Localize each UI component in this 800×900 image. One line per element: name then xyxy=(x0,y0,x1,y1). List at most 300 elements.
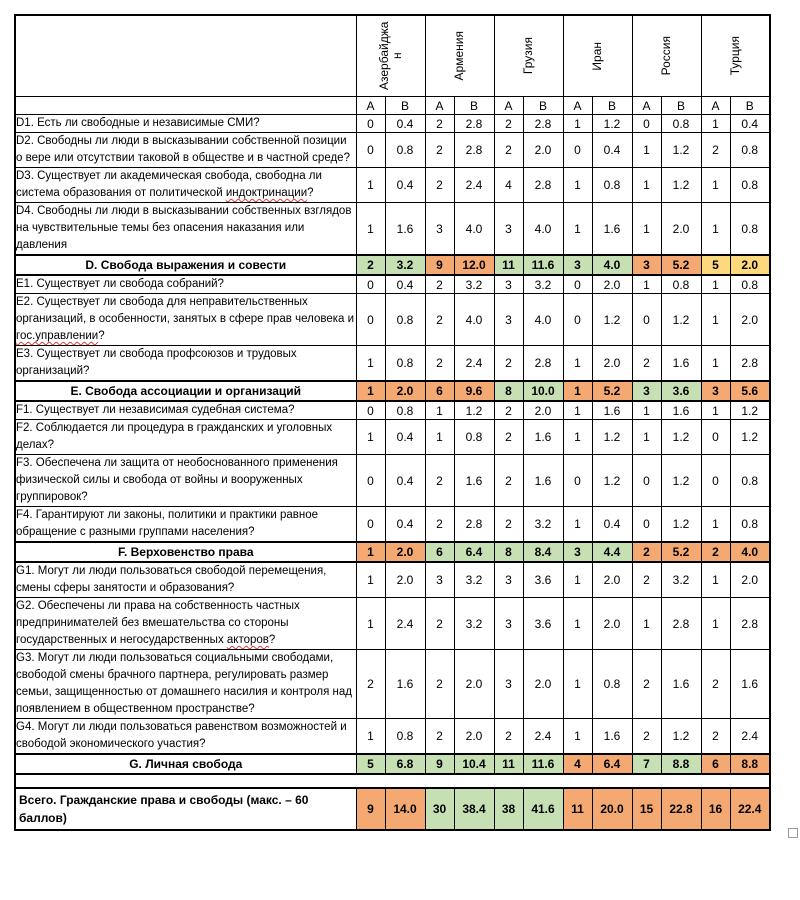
score-cell-F-b-4: 5.2 xyxy=(661,542,701,562)
score-cell-E3-b-5: 2.8 xyxy=(730,346,770,382)
score-cell-G-a-1: 9 xyxy=(425,754,454,774)
score-cell-E3-a-4: 2 xyxy=(632,346,661,382)
score-cell-G1-a-5: 1 xyxy=(701,562,730,598)
score-cell-F4-b-4: 1.2 xyxy=(661,507,701,543)
country-label: Россия xyxy=(659,36,673,76)
score-cell-total-b-0: 14.0 xyxy=(385,788,425,830)
score-cell-F4-a-4: 0 xyxy=(632,507,661,543)
score-cell-F3-a-1: 2 xyxy=(425,455,454,507)
score-cell-G3-b-3: 0.8 xyxy=(592,650,632,719)
score-cell-D4-b-2: 4.0 xyxy=(523,203,563,256)
score-cell-D3-b-5: 0.8 xyxy=(730,168,770,203)
score-cell-G1-b-2: 3.6 xyxy=(523,562,563,598)
spacer-cell xyxy=(15,774,770,788)
score-cell-F4-a-5: 1 xyxy=(701,507,730,543)
score-cell-total-b-2: 41.6 xyxy=(523,788,563,830)
score-cell-E1-b-2: 3.2 xyxy=(523,275,563,294)
score-cell-E3-a-5: 1 xyxy=(701,346,730,382)
table-row-G2 xyxy=(15,598,770,650)
score-cell-E2-a-4: 0 xyxy=(632,294,661,346)
score-cell-G3-b-4: 1.6 xyxy=(661,650,701,719)
total-label-total: Всего. Гражданские права и свободы (макс. – 60 баллов) xyxy=(15,788,356,830)
score-cell-D1-b-5: 0.4 xyxy=(730,115,770,133)
table-row-F3 xyxy=(15,455,770,507)
score-cell-G-a-5: 6 xyxy=(701,754,730,774)
score-cell-G3-a-3: 1 xyxy=(563,650,592,719)
subheader-a: А xyxy=(563,97,592,115)
score-cell-F1-b-2: 2.0 xyxy=(523,401,563,420)
misspelled-word: индоктринации xyxy=(225,187,308,199)
table-row-E3 xyxy=(15,346,770,382)
score-cell-E1-a-5: 1 xyxy=(701,275,730,294)
subheader-b: В xyxy=(661,97,701,115)
score-cell-E-b-1: 9.6 xyxy=(454,381,494,401)
score-cell-G3-a-1: 2 xyxy=(425,650,454,719)
score-cell-E-b-0: 2.0 xyxy=(385,381,425,401)
score-cell-D3-a-2: 4 xyxy=(494,168,523,203)
subheader-b: В xyxy=(523,97,563,115)
score-cell-G1-a-0: 1 xyxy=(356,562,385,598)
score-cell-E1-a-3: 0 xyxy=(563,275,592,294)
score-cell-D4-a-2: 3 xyxy=(494,203,523,256)
score-cell-G-a-2: 11 xyxy=(494,754,523,774)
score-cell-D2-a-4: 1 xyxy=(632,133,661,168)
score-cell-D1-b-2: 2.8 xyxy=(523,115,563,133)
score-cell-D4-b-5: 0.8 xyxy=(730,203,770,256)
score-cell-F1-b-0: 0.8 xyxy=(385,401,425,420)
score-cell-F4-b-0: 0.4 xyxy=(385,507,425,543)
score-cell-F2-a-4: 1 xyxy=(632,420,661,455)
score-cell-F2-a-2: 2 xyxy=(494,420,523,455)
score-cell-D-a-3: 3 xyxy=(563,255,592,275)
score-cell-G-b-2: 11.6 xyxy=(523,754,563,774)
table-row-D3 xyxy=(15,168,770,203)
score-cell-D4-b-0: 1.6 xyxy=(385,203,425,256)
table-row-G1 xyxy=(15,562,770,598)
corner-cell xyxy=(15,15,356,97)
score-cell-F1-a-5: 1 xyxy=(701,401,730,420)
score-cell-D-b-4: 5.2 xyxy=(661,255,701,275)
score-cell-G2-a-3: 1 xyxy=(563,598,592,650)
score-cell-F3-b-5: 0.8 xyxy=(730,455,770,507)
score-cell-E1-b-3: 2.0 xyxy=(592,275,632,294)
score-cell-G-a-3: 4 xyxy=(563,754,592,774)
score-cell-G4-a-4: 2 xyxy=(632,719,661,755)
table-row-D xyxy=(15,255,770,275)
score-cell-G4-a-0: 1 xyxy=(356,719,385,755)
score-cell-F-a-0: 1 xyxy=(356,542,385,562)
score-cell-G2-a-1: 2 xyxy=(425,598,454,650)
table-row-spacer xyxy=(15,774,770,788)
score-cell-G2-a-5: 1 xyxy=(701,598,730,650)
score-cell-D1-a-5: 1 xyxy=(701,115,730,133)
score-cell-F1-b-4: 1.6 xyxy=(661,401,701,420)
country-header-5 xyxy=(701,15,770,97)
table-row-E xyxy=(15,381,770,401)
score-cell-D3-b-1: 2.4 xyxy=(454,168,494,203)
score-cell-D4-b-3: 1.6 xyxy=(592,203,632,256)
civil-rights-scores-table xyxy=(14,14,771,831)
score-cell-E2-a-5: 1 xyxy=(701,294,730,346)
score-cell-F1-a-3: 1 xyxy=(563,401,592,420)
score-cell-G-b-5: 8.8 xyxy=(730,754,770,774)
score-cell-F4-b-5: 0.8 xyxy=(730,507,770,543)
score-cell-F3-b-3: 1.2 xyxy=(592,455,632,507)
score-cell-total-a-0: 9 xyxy=(356,788,385,830)
score-cell-F4-b-1: 2.8 xyxy=(454,507,494,543)
score-cell-G4-a-3: 1 xyxy=(563,719,592,755)
subheader-b: В xyxy=(454,97,494,115)
table-row-D2 xyxy=(15,133,770,168)
country-header-2 xyxy=(494,15,563,97)
score-cell-G4-b-3: 1.6 xyxy=(592,719,632,755)
score-cell-E2-a-1: 2 xyxy=(425,294,454,346)
score-cell-total-a-1: 30 xyxy=(425,788,454,830)
score-cell-E2-b-5: 2.0 xyxy=(730,294,770,346)
score-cell-E-a-5: 3 xyxy=(701,381,730,401)
score-cell-total-a-4: 15 xyxy=(632,788,661,830)
score-cell-E-a-2: 8 xyxy=(494,381,523,401)
score-cell-D2-a-0: 0 xyxy=(356,133,385,168)
score-cell-F-b-5: 4.0 xyxy=(730,542,770,562)
misspelled-word: акторов xyxy=(226,634,269,646)
score-cell-D3-a-0: 1 xyxy=(356,168,385,203)
score-cell-G2-a-0: 1 xyxy=(356,598,385,650)
score-cell-G2-b-5: 2.8 xyxy=(730,598,770,650)
score-cell-G-b-3: 6.4 xyxy=(592,754,632,774)
score-cell-F2-a-0: 1 xyxy=(356,420,385,455)
score-cell-D-b-1: 12.0 xyxy=(454,255,494,275)
score-cell-D2-b-2: 2.0 xyxy=(523,133,563,168)
score-cell-D4-b-1: 4.0 xyxy=(454,203,494,256)
question-label-E1: E1. Существует ли свобода собраний? xyxy=(15,275,356,294)
score-cell-D-b-5: 2.0 xyxy=(730,255,770,275)
score-cell-D-b-0: 3.2 xyxy=(385,255,425,275)
score-cell-G1-a-1: 3 xyxy=(425,562,454,598)
score-cell-F-a-1: 6 xyxy=(425,542,454,562)
score-cell-F4-b-2: 3.2 xyxy=(523,507,563,543)
score-cell-G3-b-5: 1.6 xyxy=(730,650,770,719)
score-cell-D2-a-5: 2 xyxy=(701,133,730,168)
score-cell-D-a-2: 11 xyxy=(494,255,523,275)
question-label-G4: G4. Могут ли люди пользоваться равенством возможностей и свободой экономического участия? xyxy=(15,719,356,755)
score-cell-E3-a-0: 1 xyxy=(356,346,385,382)
score-cell-F1-b-3: 1.6 xyxy=(592,401,632,420)
score-cell-F4-a-1: 2 xyxy=(425,507,454,543)
score-cell-D1-a-3: 1 xyxy=(563,115,592,133)
score-cell-D2-b-0: 0.8 xyxy=(385,133,425,168)
score-cell-D-a-4: 3 xyxy=(632,255,661,275)
score-cell-G-a-0: 5 xyxy=(356,754,385,774)
table-row-total xyxy=(15,788,770,830)
score-cell-D-b-2: 11.6 xyxy=(523,255,563,275)
score-cell-E-a-3: 1 xyxy=(563,381,592,401)
score-cell-E3-a-2: 2 xyxy=(494,346,523,382)
country-header-row xyxy=(15,15,770,97)
score-cell-E-b-2: 10.0 xyxy=(523,381,563,401)
score-cell-D1-a-2: 2 xyxy=(494,115,523,133)
score-cell-F3-b-2: 1.6 xyxy=(523,455,563,507)
score-cell-F1-a-0: 0 xyxy=(356,401,385,420)
score-cell-D3-a-1: 2 xyxy=(425,168,454,203)
score-cell-E2-b-4: 1.2 xyxy=(661,294,701,346)
object-anchor-icon xyxy=(788,828,798,838)
country-header-0 xyxy=(356,15,425,97)
score-cell-E-b-4: 3.6 xyxy=(661,381,701,401)
score-cell-G4-a-2: 2 xyxy=(494,719,523,755)
score-cell-G2-b-3: 2.0 xyxy=(592,598,632,650)
score-cell-F2-a-1: 1 xyxy=(425,420,454,455)
score-cell-G1-b-1: 3.2 xyxy=(454,562,494,598)
summary-label-E: E. Свобода ассоциации и организаций xyxy=(15,381,356,401)
question-label-F2: F2. Соблюдается ли процедура в гражданских и уголовных делах? xyxy=(15,420,356,455)
score-cell-G-b-0: 6.8 xyxy=(385,754,425,774)
score-cell-E1-b-5: 0.8 xyxy=(730,275,770,294)
score-cell-F1-b-5: 1.2 xyxy=(730,401,770,420)
table-row-F xyxy=(15,542,770,562)
score-cell-G3-a-4: 2 xyxy=(632,650,661,719)
question-label-F1: F1. Существует ли независимая судебная система? xyxy=(15,401,356,420)
score-cell-D4-a-4: 1 xyxy=(632,203,661,256)
score-cell-G4-a-5: 2 xyxy=(701,719,730,755)
score-cell-E2-b-0: 0.8 xyxy=(385,294,425,346)
score-cell-D2-b-4: 1.2 xyxy=(661,133,701,168)
table-row-G xyxy=(15,754,770,774)
score-cell-E3-b-0: 0.8 xyxy=(385,346,425,382)
score-cell-F1-b-1: 1.2 xyxy=(454,401,494,420)
score-cell-E1-a-2: 3 xyxy=(494,275,523,294)
score-cell-F-b-3: 4.4 xyxy=(592,542,632,562)
score-cell-F2-b-5: 1.2 xyxy=(730,420,770,455)
score-cell-total-b-1: 38.4 xyxy=(454,788,494,830)
score-cell-G1-b-4: 3.2 xyxy=(661,562,701,598)
score-cell-F2-b-3: 1.2 xyxy=(592,420,632,455)
score-cell-D1-a-4: 0 xyxy=(632,115,661,133)
score-cell-F-a-4: 2 xyxy=(632,542,661,562)
table-row-E2 xyxy=(15,294,770,346)
country-label: Азербайджан xyxy=(376,21,404,91)
ab-subheader-row xyxy=(15,97,770,115)
score-cell-F-b-2: 8.4 xyxy=(523,542,563,562)
table-header xyxy=(15,15,770,115)
table-row-E1 xyxy=(15,275,770,294)
score-cell-F3-b-0: 0.4 xyxy=(385,455,425,507)
score-cell-F2-b-4: 1.2 xyxy=(661,420,701,455)
country-header-4 xyxy=(632,15,701,97)
score-cell-G2-b-4: 2.8 xyxy=(661,598,701,650)
score-cell-F1-a-2: 2 xyxy=(494,401,523,420)
score-cell-D1-b-4: 0.8 xyxy=(661,115,701,133)
score-cell-D2-a-2: 2 xyxy=(494,133,523,168)
score-cell-D3-a-3: 1 xyxy=(563,168,592,203)
summary-label-D: D. Свобода выражения и совести xyxy=(15,255,356,275)
table-row-G3 xyxy=(15,650,770,719)
score-cell-E2-a-3: 0 xyxy=(563,294,592,346)
score-cell-G2-b-2: 3.6 xyxy=(523,598,563,650)
score-cell-E-b-3: 5.2 xyxy=(592,381,632,401)
score-cell-G4-b-4: 1.2 xyxy=(661,719,701,755)
score-cell-total-a-5: 16 xyxy=(701,788,730,830)
score-cell-G1-b-5: 2.0 xyxy=(730,562,770,598)
subheader-b: В xyxy=(730,97,770,115)
score-cell-E2-a-2: 3 xyxy=(494,294,523,346)
score-cell-F4-b-3: 0.4 xyxy=(592,507,632,543)
misspelled-word: гос.управлении xyxy=(16,330,99,342)
score-cell-D-b-3: 4.0 xyxy=(592,255,632,275)
score-cell-F-a-3: 3 xyxy=(563,542,592,562)
score-cell-E1-a-4: 1 xyxy=(632,275,661,294)
score-cell-G-a-4: 7 xyxy=(632,754,661,774)
score-cell-F3-a-3: 0 xyxy=(563,455,592,507)
question-label-F3: F3. Обеспечена ли защита от необоснованного применения физической силы и свобода от войны и вооруженных группировок? xyxy=(15,455,356,507)
country-label: Армения xyxy=(452,31,466,81)
subheader-a: А xyxy=(356,97,385,115)
corner-cell-2 xyxy=(15,97,356,115)
score-cell-E2-b-1: 4.0 xyxy=(454,294,494,346)
score-cell-G-b-4: 8.8 xyxy=(661,754,701,774)
score-cell-D3-a-4: 1 xyxy=(632,168,661,203)
score-cell-D3-b-0: 0.4 xyxy=(385,168,425,203)
table-row-D4 xyxy=(15,203,770,256)
table-body xyxy=(15,115,770,831)
score-cell-D4-a-3: 1 xyxy=(563,203,592,256)
score-cell-D3-a-5: 1 xyxy=(701,168,730,203)
score-cell-D1-b-3: 1.2 xyxy=(592,115,632,133)
score-cell-G2-a-2: 3 xyxy=(494,598,523,650)
question-label-D1: D1. Есть ли свободные и независимые СМИ? xyxy=(15,115,356,133)
score-cell-F4-a-2: 2 xyxy=(494,507,523,543)
score-cell-D4-a-1: 3 xyxy=(425,203,454,256)
score-cell-E3-b-1: 2.4 xyxy=(454,346,494,382)
country-label: Иран xyxy=(590,41,604,71)
score-cell-E3-b-3: 2.0 xyxy=(592,346,632,382)
score-cell-F1-a-1: 1 xyxy=(425,401,454,420)
score-cell-G1-a-2: 3 xyxy=(494,562,523,598)
score-cell-G1-b-0: 2.0 xyxy=(385,562,425,598)
country-header-1 xyxy=(425,15,494,97)
score-cell-E1-a-0: 0 xyxy=(356,275,385,294)
score-cell-D1-b-1: 2.8 xyxy=(454,115,494,133)
score-cell-D3-b-4: 1.2 xyxy=(661,168,701,203)
score-cell-F3-a-5: 0 xyxy=(701,455,730,507)
subheader-a: А xyxy=(494,97,523,115)
question-label-D4: D4. Свободны ли люди в высказывании собственных взглядов на чувствительные темы без опасения наказания или давления xyxy=(15,203,356,256)
score-cell-D1-a-0: 0 xyxy=(356,115,385,133)
score-cell-G4-b-5: 2.4 xyxy=(730,719,770,755)
country-header-3 xyxy=(563,15,632,97)
score-cell-E3-a-3: 1 xyxy=(563,346,592,382)
score-cell-F2-b-1: 0.8 xyxy=(454,420,494,455)
score-cell-F3-a-0: 0 xyxy=(356,455,385,507)
score-cell-D4-a-5: 1 xyxy=(701,203,730,256)
score-cell-F2-b-0: 0.4 xyxy=(385,420,425,455)
score-cell-E-a-4: 3 xyxy=(632,381,661,401)
subheader-a: А xyxy=(425,97,454,115)
score-cell-E1-b-0: 0.4 xyxy=(385,275,425,294)
question-label-E3: E3. Существует ли свобода профсоюзов и трудовых организаций? xyxy=(15,346,356,382)
score-cell-E2-b-3: 1.2 xyxy=(592,294,632,346)
score-cell-E1-a-1: 2 xyxy=(425,275,454,294)
score-cell-F4-a-3: 1 xyxy=(563,507,592,543)
table-row-F1 xyxy=(15,401,770,420)
score-cell-F-b-1: 6.4 xyxy=(454,542,494,562)
country-label: Грузия xyxy=(521,37,535,75)
summary-label-F: F. Верховенство права xyxy=(15,542,356,562)
score-cell-G4-b-2: 2.4 xyxy=(523,719,563,755)
score-cell-F2-a-3: 1 xyxy=(563,420,592,455)
score-cell-D1-b-0: 0.4 xyxy=(385,115,425,133)
score-cell-D-a-1: 9 xyxy=(425,255,454,275)
score-cell-D2-b-1: 2.8 xyxy=(454,133,494,168)
score-cell-D2-a-3: 0 xyxy=(563,133,592,168)
score-cell-D3-b-2: 2.8 xyxy=(523,168,563,203)
score-cell-F2-b-2: 1.6 xyxy=(523,420,563,455)
score-cell-G3-a-5: 2 xyxy=(701,650,730,719)
score-cell-F3-a-2: 2 xyxy=(494,455,523,507)
score-cell-G4-b-0: 0.8 xyxy=(385,719,425,755)
question-label-G1: G1. Могут ли люди пользоваться свободой перемещения, смены сферы занятости и образования? xyxy=(15,562,356,598)
score-cell-D-a-5: 5 xyxy=(701,255,730,275)
score-cell-G1-b-3: 2.0 xyxy=(592,562,632,598)
score-cell-G1-a-4: 2 xyxy=(632,562,661,598)
score-cell-total-b-5: 22.4 xyxy=(730,788,770,830)
score-cell-D4-a-0: 1 xyxy=(356,203,385,256)
question-label-E2: E2. Существует ли свобода для неправительственных организаций, в особенности, занятых в сфере прав человека и гос.управлении? xyxy=(15,294,356,346)
score-cell-G3-b-2: 2.0 xyxy=(523,650,563,719)
question-label-D2: D2. Свободны ли люди в высказывании собственной позиции о вере или отсутствии таковой в обществе и в частной среде? xyxy=(15,133,356,168)
score-cell-G2-a-4: 1 xyxy=(632,598,661,650)
summary-label-G: G. Личная свобода xyxy=(15,754,356,774)
score-cell-E1-b-4: 0.8 xyxy=(661,275,701,294)
score-cell-F3-a-4: 0 xyxy=(632,455,661,507)
score-cell-G3-b-1: 2.0 xyxy=(454,650,494,719)
score-cell-E1-b-1: 3.2 xyxy=(454,275,494,294)
score-cell-G4-b-1: 2.0 xyxy=(454,719,494,755)
table-row-F2 xyxy=(15,420,770,455)
score-cell-G3-a-2: 3 xyxy=(494,650,523,719)
subheader-a: А xyxy=(632,97,661,115)
score-cell-G2-b-0: 2.4 xyxy=(385,598,425,650)
score-cell-total-b-4: 22.8 xyxy=(661,788,701,830)
table-row-D1 xyxy=(15,115,770,133)
score-cell-E3-a-1: 2 xyxy=(425,346,454,382)
question-label-G3: G3. Могут ли люди пользоваться социальными свободами, свободой смены брачного партнера, регулировать размер семьи, защищенностью от домашнего насилия и контроля над появлением в общественном пространстве? xyxy=(15,650,356,719)
question-label-G2: G2. Обеспечены ли права на собственность частных предпринимателей без вмешательства со стороны государственных и негосударственных акторов? xyxy=(15,598,356,650)
score-cell-D2-b-3: 0.4 xyxy=(592,133,632,168)
question-label-F4: F4. Гарантируют ли законы, политики и практики равное обращение с разными группами населения? xyxy=(15,507,356,543)
score-cell-D3-b-3: 0.8 xyxy=(592,168,632,203)
score-cell-F-a-5: 2 xyxy=(701,542,730,562)
score-cell-F3-b-4: 1.2 xyxy=(661,455,701,507)
score-cell-G3-a-0: 2 xyxy=(356,650,385,719)
score-cell-total-a-2: 38 xyxy=(494,788,523,830)
score-cell-G1-a-3: 1 xyxy=(563,562,592,598)
score-cell-G4-a-1: 2 xyxy=(425,719,454,755)
score-cell-F3-b-1: 1.6 xyxy=(454,455,494,507)
table-row-G4 xyxy=(15,719,770,755)
score-cell-D1-a-1: 2 xyxy=(425,115,454,133)
country-label: Турция xyxy=(727,36,742,76)
score-cell-total-b-3: 20.0 xyxy=(592,788,632,830)
score-cell-F-a-2: 8 xyxy=(494,542,523,562)
score-cell-E-a-1: 6 xyxy=(425,381,454,401)
score-cell-G-b-1: 10.4 xyxy=(454,754,494,774)
score-cell-E3-b-2: 2.8 xyxy=(523,346,563,382)
score-cell-F1-a-4: 1 xyxy=(632,401,661,420)
score-cell-E-b-5: 5.6 xyxy=(730,381,770,401)
subheader-a: А xyxy=(701,97,730,115)
score-cell-E-a-0: 1 xyxy=(356,381,385,401)
